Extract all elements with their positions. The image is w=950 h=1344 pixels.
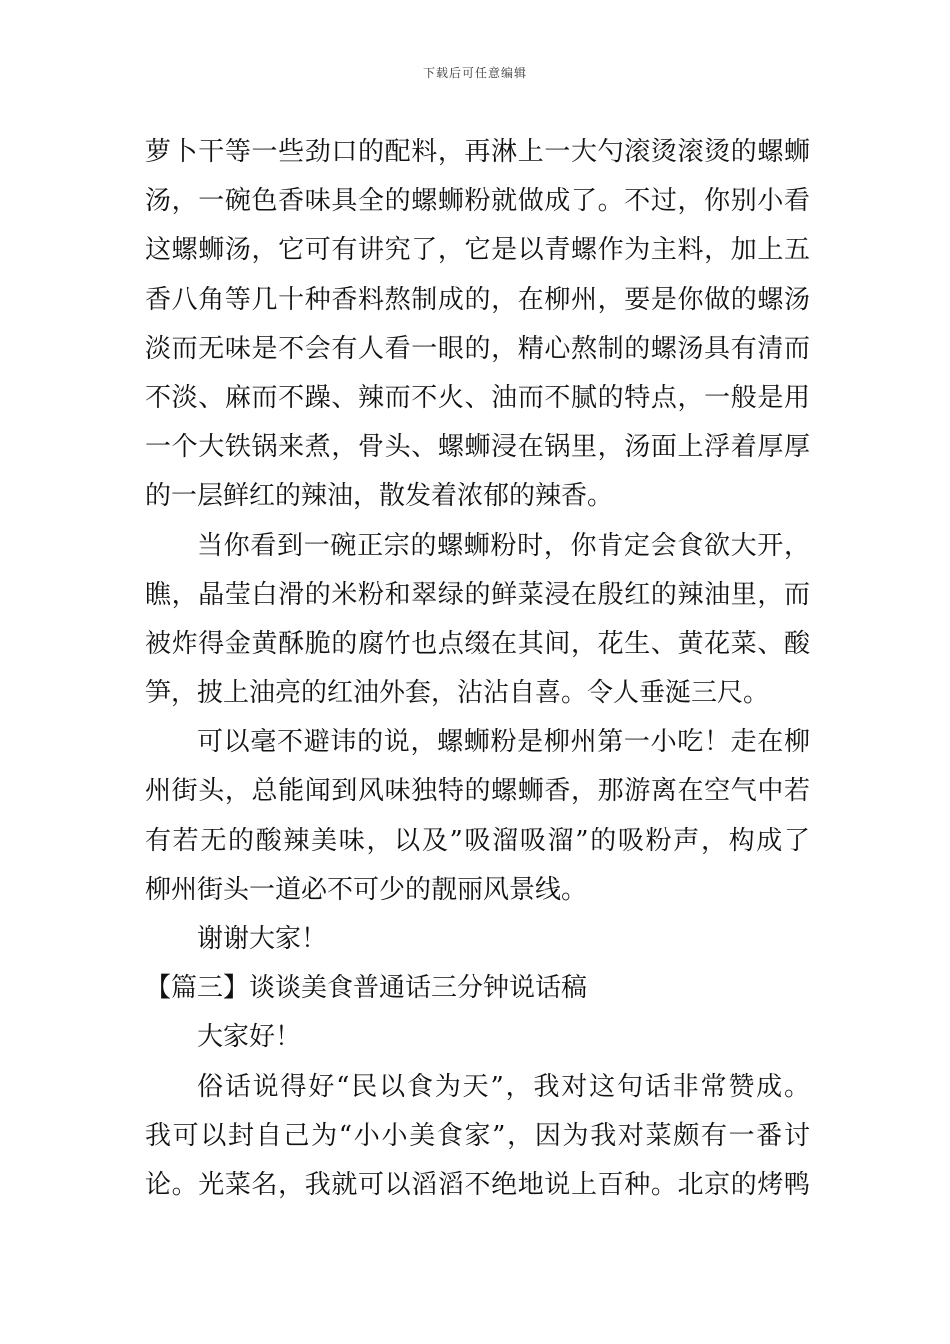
text-line: 香八角等几十种香料熬制成的，在柳州，要是你做的螺汤 bbox=[145, 284, 810, 315]
text-line: 萝卜干等一些劲口的配料，再淋上一大勺滚烫滚烫的螺蛳 bbox=[145, 137, 810, 167]
text-line: 瞧，晶莹白滑的米粉和翠绿的鲜菜浸在殷红的辣油里，而 bbox=[145, 579, 810, 610]
text-line: 不淡、麻而不躁、辣而不火、油而不腻的特点，一般是用 bbox=[145, 382, 810, 413]
text-line: 的一层鲜红的辣油，散发着浓郁的辣香。 bbox=[145, 481, 614, 512]
text-line: 汤，一碗色香味具全的螺蛳粉就做成了。不过，你别小看 bbox=[145, 186, 810, 217]
text-line: 笋，披上油亮的红油外套，沾沾自喜。令人垂涎三尺。 bbox=[145, 678, 770, 709]
text-line: 俗话说得好“民以食为天”，我对这句话非常赞成。 bbox=[197, 1071, 810, 1102]
text-line: 我可以封自己为“小小美食家”，因为我对菜颇有一番讨 bbox=[145, 1120, 810, 1151]
text-line: 可以毫不避讳的说，螺蛳粉是柳州第一小吃！走在柳 bbox=[197, 727, 810, 758]
text-line: 柳州街头一道必不可少的靓丽风景线。 bbox=[145, 874, 588, 905]
text-line: 被炸得金黄酥脆的腐竹也点缀在其间，花生、黄花菜、酸 bbox=[145, 628, 810, 659]
page-header: 下载后可任意编辑 bbox=[422, 66, 527, 80]
text-line: 论。光菜名，我就可以滔滔不绝地说上百种。北京的烤鸭 bbox=[145, 1169, 810, 1200]
text-line: 淡而无味是不会有人看一眼的，精心熬制的螺汤具有清而 bbox=[145, 333, 810, 364]
text-line: 【篇三】谈谈美食普通话三分钟说话稿 bbox=[145, 973, 588, 1004]
text-line: 州街头，总能闻到风味独特的螺蛳香，那游离在空气中若 bbox=[145, 776, 810, 807]
text-line: 谢谢大家！ bbox=[197, 924, 328, 954]
text-line: 当你看到一碗正宗的螺蛳粉时，你肯定会食欲大开， bbox=[197, 530, 810, 561]
document-body bbox=[145, 128, 810, 1210]
text-line: 一个大铁锅来煮，骨头、螺蛳浸在锅里，汤面上浮着厚厚 bbox=[145, 432, 810, 463]
text-line: 这螺蛳汤，它可有讲究了，它是以青螺作为主料，加上五 bbox=[145, 235, 810, 266]
text-line: 有若无的酸辣美味，以及”吸溜吸溜”的吸粉声，构成了 bbox=[145, 825, 810, 856]
text-line: 大家好！ bbox=[197, 1022, 302, 1053]
